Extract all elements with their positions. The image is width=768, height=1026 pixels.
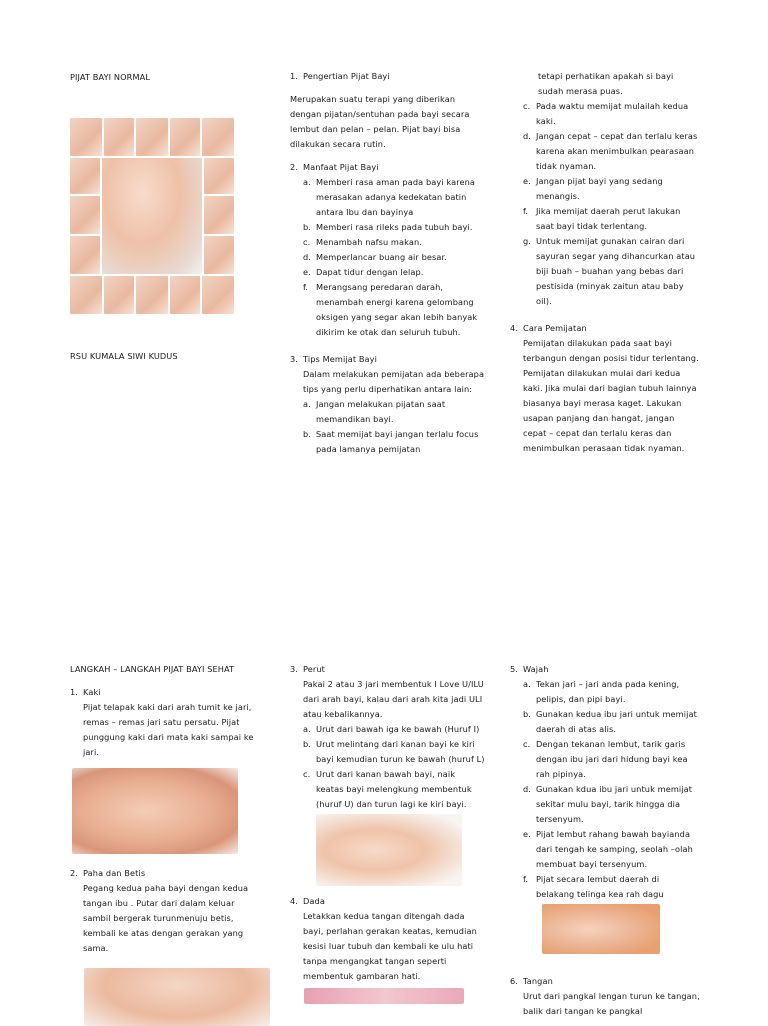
baby-legs-massage-photo (84, 968, 270, 1026)
wajah-item: b. Gunakan kedua ibu jari untuk memijat daerah di atas alis. (523, 709, 697, 734)
section-tips-intro: Dalam melakukan pemijatan ada beberapa tips yang perlu diperhatikan antara lain: (303, 369, 485, 394)
step-dada-heading: 4. Dada (290, 896, 325, 906)
wajah-item: c. Dengan tekanan lembut, tarik garis dengan ibu jari dari hidung bayi kea rah pipinya. (523, 739, 688, 779)
manfaat-item: a. Memberi rasa aman pada bayi karena merasakan adanya kedekatan batin antara Ibu dan bayinya (303, 177, 476, 217)
wajah-item: d. Gunakan kdua ibu jari untuk memijat sekitar mulu bayi, tarik hingga dia tersenyum. (523, 784, 693, 824)
manfaat-item: f. Merangsang peredaran darah, menambah energi karena gelombang oksigen yang segar akan lebih banyak dikirim ke otak dan seluruh tubuh. (303, 282, 478, 337)
perut-item: b. Urut melintang dari kanan bayi ke kiri bayi kemudian turun ke bawah (huruf L) (303, 739, 485, 764)
step-tangan-body: Urut dari pangkal lengan turun ke tangan, balik dari tangan ke pangkal (523, 991, 700, 1016)
organization-block (70, 349, 260, 364)
page-top (0, 0, 768, 512)
page-bottom (0, 512, 768, 1024)
perut-item: a. Urut dari bawah iga ke bawah (Huruf I) (303, 724, 480, 734)
column-middle-bottom (290, 662, 485, 1004)
baby-massage-collage-photo (70, 118, 234, 314)
perut-item: c. Urut dari kanan bawah bayi, naik keatas bayi melengkung membentuk (huruf U) dan turun lagi ke kiri bayi. (303, 769, 472, 809)
perut-list (290, 722, 485, 812)
step-wajah-heading: 5. Wajah (510, 664, 549, 674)
baby-chest-photo (304, 988, 464, 1004)
manfaat-list (290, 175, 485, 340)
step-perut-heading: 3. Perut (290, 664, 325, 674)
manfaat-item: d. Memperlancar buang air besar. (303, 252, 447, 262)
organization-name: RSU KUMALA SIWI KUDUS (70, 351, 178, 361)
tips-list (290, 397, 485, 457)
tips-item: d. Jangan cepat – cepat dan terlalu keras karena akan menimbulkan pearasaan tidak nyaman. (523, 131, 698, 171)
tips-item: f. Jika memijat daerah perut lakukan saat bayi tidak terlentang. (523, 206, 681, 231)
section-pengertian-body: Merupakan suatu terapi yang diberikan dengan pijatan/sentuhan pada bayi secara lembut dan pelan – pelan. Pijat bayi bisa dilakukan secara rutin. (290, 94, 470, 149)
manfaat-item: c. Menambah nafsu makan. (303, 237, 422, 247)
section-manfaat-heading: 2. Manfaat Pijat Bayi (290, 162, 379, 172)
tips-item: g. Untuk memijat gunakan cairan dari sayuran segar yang dihancurkan atau biji buah – buahan yang bebas dari pestisida (minyak zaitun atau baby oil). (523, 236, 696, 306)
column-right-top (510, 69, 700, 456)
step-kaki-body: Pijat telapak kaki dari arah tumit ke jari, remas – remas jari satu persatu. Pijat punggung kaki dari mata kaki sampai ke jari. (83, 702, 254, 757)
step-kaki-heading: 1. Kaki (70, 687, 101, 697)
baby-feet-massage-photo (72, 768, 238, 854)
tips-item: a. Jangan melakukan pijatan saat memandikan bayi. (303, 399, 446, 424)
step-paha-heading: 2. Paha dan Betis (70, 868, 146, 878)
wajah-item: f. Pijat secara lembut daerah di belakang telinga kea rah dagu (523, 874, 664, 899)
column-right-bottom (510, 662, 700, 1019)
section-cara-heading: 4. Cara Pemijatan (510, 323, 587, 333)
wajah-item: e. Pijat lembut rahang bawah bayianda dari tengah ke samping, seolah –olah membuat bayi tersenyum. (523, 829, 693, 869)
baby-tummy-massage-photo (316, 814, 462, 886)
wajah-item: a. Tekan jari – jari anda pada kening, pelipis, dan pipi bayi. (523, 679, 680, 704)
tips-list-continued (510, 99, 700, 309)
step-paha-body: Pegang kedua paha bayi dengan kedua tangan ibu . Putar dari dalam keluar sambil bergerak turunmenuju betis, kembali ke atas dengan gerakan yang sama. (83, 883, 249, 953)
column-left-top (70, 70, 260, 85)
tips-item: b. Saat memijat bayi jangan terlalu focus pada lamanya pemijatan (303, 429, 479, 454)
wajah-list (510, 677, 700, 902)
baby-face-photo (542, 904, 660, 954)
step-tangan-heading: 6. Tangan (510, 976, 553, 986)
step-dada-body: Letakkan kedua tangan ditengah dada bayi, perlahan gerakan keatas, kemudian kesisi luar tubuh dan kembali ke ulu hati tanpa mengangkat tangan seperti membentuk gambaran hati. (303, 911, 477, 981)
column-middle-top (290, 69, 485, 457)
section-tips-heading: 3. Tips Memijat Bayi (290, 354, 377, 364)
section-pengertian-heading: 1. Pengertian Pijat Bayi (290, 71, 390, 81)
manfaat-item: b. Memberi rasa rileks pada tubuh bayi. (303, 222, 473, 232)
tips-continuation: tetapi perhatikan apakah si bayi sudah merasa puas. (538, 71, 674, 96)
column-left-bottom (70, 662, 260, 1026)
tips-item: e. Jangan pijat bayi yang sedang menangis. (523, 176, 663, 201)
tips-item: c. Pada waktu memijat mulailah kedua kaki. (523, 101, 689, 126)
step-perut-body: Pakai 2 atau 3 jari membentuk I Love U/ILU dari arah bayi, kalau dari arah kita jadi ULI atau kebalikannya. (303, 679, 484, 719)
section-cara-body: Pemijatan dilakukan pada saat bayi terbangun dengan posisi tidur terlentang. Pemijatan dilakukan mulai dari kedua kaki. Jika mulai dari bagian tubuh lainnya biasanya bayi merasa kaget. Lakukan usapan panjang dan hangat, jangan cepat – cepat dan terlalu keras dan menimbulkan perasaan tidak nyaman. (523, 338, 699, 453)
manfaat-item: e. Dapat tidur dengan lelap. (303, 267, 424, 277)
brochure-title: PIJAT BAYI NORMAL (70, 72, 150, 82)
steps-title: LANGKAH – LANGKAH PIJAT BAYI SEHAT (70, 664, 235, 674)
